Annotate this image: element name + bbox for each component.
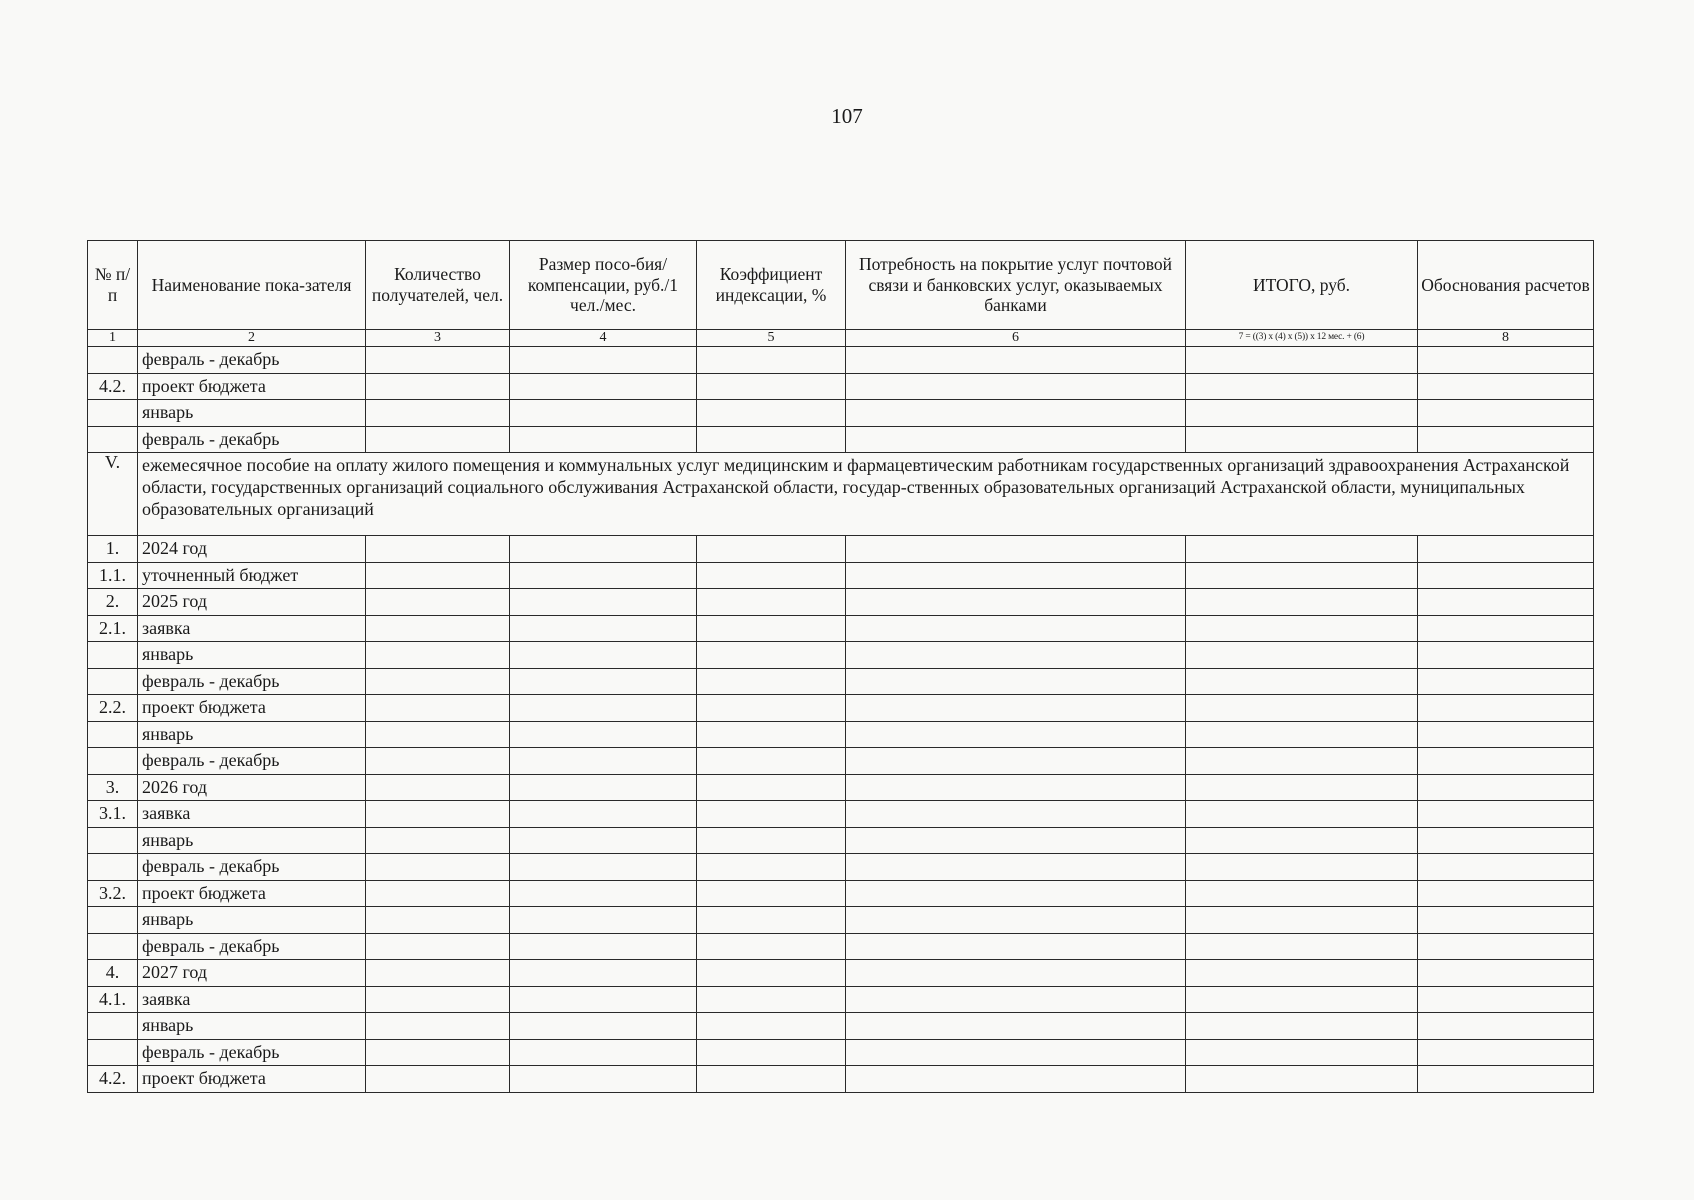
row-label: февраль - декабрь	[138, 347, 366, 374]
value-cell	[697, 774, 846, 801]
value-cell	[1186, 721, 1418, 748]
column-number-formula: 7 = ((3) x (4) x (5)) x 12 мес. + (6)	[1186, 330, 1418, 347]
value-cell	[1186, 880, 1418, 907]
table-row	[88, 426, 1594, 453]
value-cell	[697, 536, 846, 563]
table-row	[88, 986, 1594, 1013]
value-cell	[366, 1066, 510, 1093]
table-body-bottom	[88, 536, 1594, 1093]
value-cell	[1186, 1066, 1418, 1093]
row-number: 2.1.	[88, 615, 138, 642]
column-number: 4	[510, 330, 697, 347]
value-cell	[697, 400, 846, 427]
value-cell	[846, 721, 1186, 748]
value-cell	[366, 695, 510, 722]
value-cell	[846, 373, 1186, 400]
value-cell	[1418, 562, 1594, 589]
row-number	[88, 347, 138, 374]
row-label: февраль - декабрь	[138, 933, 366, 960]
value-cell	[510, 695, 697, 722]
value-cell	[510, 562, 697, 589]
value-cell	[1186, 562, 1418, 589]
table-row	[88, 615, 1594, 642]
value-cell	[846, 774, 1186, 801]
value-cell	[1186, 933, 1418, 960]
value-cell	[366, 1013, 510, 1040]
value-cell	[510, 986, 697, 1013]
table-row	[88, 960, 1594, 987]
value-cell	[1186, 373, 1418, 400]
value-cell	[1418, 426, 1594, 453]
row-label: заявка	[138, 986, 366, 1013]
value-cell	[1186, 695, 1418, 722]
section-row	[88, 453, 1594, 536]
row-label: заявка	[138, 801, 366, 828]
value-cell	[697, 562, 846, 589]
table-row	[88, 589, 1594, 616]
value-cell	[366, 748, 510, 775]
value-cell	[510, 774, 697, 801]
value-cell	[510, 880, 697, 907]
row-label: 2024 год	[138, 536, 366, 563]
value-cell	[1418, 1066, 1594, 1093]
table-row	[88, 642, 1594, 669]
value-cell	[697, 373, 846, 400]
value-cell	[366, 615, 510, 642]
header-cell: № п/п	[88, 241, 138, 330]
value-cell	[1186, 774, 1418, 801]
value-cell	[366, 721, 510, 748]
value-cell	[366, 880, 510, 907]
table-row	[88, 1013, 1594, 1040]
value-cell	[1186, 615, 1418, 642]
value-cell	[697, 933, 846, 960]
row-label: февраль - декабрь	[138, 1039, 366, 1066]
row-number: 3.1.	[88, 801, 138, 828]
value-cell	[366, 1039, 510, 1066]
value-cell	[510, 589, 697, 616]
value-cell	[846, 1066, 1186, 1093]
value-cell	[1418, 986, 1594, 1013]
row-number: 2.	[88, 589, 138, 616]
value-cell	[697, 827, 846, 854]
table-row	[88, 721, 1594, 748]
value-cell	[510, 907, 697, 934]
value-cell	[366, 668, 510, 695]
row-number	[88, 426, 138, 453]
row-label: проект бюджета	[138, 373, 366, 400]
value-cell	[1418, 373, 1594, 400]
table-row	[88, 668, 1594, 695]
value-cell	[510, 347, 697, 374]
value-cell	[1186, 347, 1418, 374]
value-cell	[1418, 642, 1594, 669]
table-row	[88, 1039, 1594, 1066]
row-label: проект бюджета	[138, 695, 366, 722]
row-number	[88, 1013, 138, 1040]
value-cell	[366, 536, 510, 563]
value-cell	[1186, 748, 1418, 775]
value-cell	[510, 827, 697, 854]
value-cell	[1418, 880, 1594, 907]
value-cell	[1418, 536, 1594, 563]
table-row	[88, 400, 1594, 427]
value-cell	[1186, 907, 1418, 934]
value-cell	[846, 536, 1186, 563]
row-label: январь	[138, 721, 366, 748]
value-cell	[846, 426, 1186, 453]
value-cell	[1418, 668, 1594, 695]
value-cell	[1186, 400, 1418, 427]
value-cell	[1186, 960, 1418, 987]
table-row	[88, 774, 1594, 801]
value-cell	[1186, 827, 1418, 854]
value-cell	[846, 854, 1186, 881]
value-cell	[1418, 774, 1594, 801]
value-cell	[846, 880, 1186, 907]
header-cell: Обоснования расчетов	[1418, 241, 1594, 330]
row-number: 3.2.	[88, 880, 138, 907]
value-cell	[1186, 1039, 1418, 1066]
value-cell	[1418, 400, 1594, 427]
value-cell	[1186, 642, 1418, 669]
value-cell	[1418, 827, 1594, 854]
row-label: проект бюджета	[138, 1066, 366, 1093]
value-cell	[697, 642, 846, 669]
header-cell: Потребность на покрытие услуг почтовой связи и банковских услуг, оказываемых банками	[846, 241, 1186, 330]
header-cell: Коэффициент индексации, %	[697, 241, 846, 330]
value-cell	[846, 960, 1186, 987]
row-label: 2025 год	[138, 589, 366, 616]
value-cell	[1186, 589, 1418, 616]
value-cell	[1418, 801, 1594, 828]
value-cell	[697, 907, 846, 934]
table-row	[88, 373, 1594, 400]
column-number: 3	[366, 330, 510, 347]
table-row	[88, 880, 1594, 907]
value-cell	[697, 960, 846, 987]
value-cell	[510, 1066, 697, 1093]
value-cell	[1186, 854, 1418, 881]
table-row	[88, 536, 1594, 563]
value-cell	[697, 801, 846, 828]
row-number	[88, 907, 138, 934]
budget-table	[87, 240, 1594, 1093]
value-cell	[510, 960, 697, 987]
row-label: февраль - декабрь	[138, 668, 366, 695]
value-cell	[1418, 347, 1594, 374]
row-number	[88, 668, 138, 695]
value-cell	[510, 400, 697, 427]
value-cell	[366, 774, 510, 801]
header-row	[88, 241, 1594, 330]
value-cell	[1418, 1013, 1594, 1040]
row-label: заявка	[138, 615, 366, 642]
row-number	[88, 854, 138, 881]
column-number: 6	[846, 330, 1186, 347]
value-cell	[510, 668, 697, 695]
value-cell	[510, 426, 697, 453]
header-cell: Размер посо-бия/компенсации, руб./1 чел./мес.	[510, 241, 697, 330]
column-number-row	[88, 330, 1594, 347]
row-label: январь	[138, 827, 366, 854]
row-number: 4.2.	[88, 1066, 138, 1093]
row-label: февраль - декабрь	[138, 854, 366, 881]
value-cell	[846, 1013, 1186, 1040]
row-number: 4.2.	[88, 373, 138, 400]
value-cell	[697, 1013, 846, 1040]
value-cell	[846, 668, 1186, 695]
page-number: 107	[831, 104, 863, 128]
value-cell	[366, 907, 510, 934]
row-number: 4.1.	[88, 986, 138, 1013]
row-label: 2026 год	[138, 774, 366, 801]
value-cell	[697, 721, 846, 748]
value-cell	[510, 1013, 697, 1040]
value-cell	[1418, 695, 1594, 722]
value-cell	[510, 642, 697, 669]
row-label: февраль - декабрь	[138, 426, 366, 453]
row-number	[88, 1039, 138, 1066]
value-cell	[366, 562, 510, 589]
value-cell	[697, 1066, 846, 1093]
value-cell	[1418, 589, 1594, 616]
value-cell	[366, 960, 510, 987]
table-row	[88, 1066, 1594, 1093]
row-number	[88, 400, 138, 427]
row-label: 2027 год	[138, 960, 366, 987]
table-row	[88, 562, 1594, 589]
value-cell	[697, 1039, 846, 1066]
row-number: 2.2.	[88, 695, 138, 722]
value-cell	[846, 400, 1186, 427]
value-cell	[366, 986, 510, 1013]
value-cell	[1418, 933, 1594, 960]
value-cell	[846, 695, 1186, 722]
value-cell	[697, 615, 846, 642]
table-row	[88, 695, 1594, 722]
value-cell	[510, 1039, 697, 1066]
value-cell	[697, 668, 846, 695]
table-body-top	[88, 347, 1594, 453]
value-cell	[697, 426, 846, 453]
value-cell	[1418, 721, 1594, 748]
row-label: январь	[138, 642, 366, 669]
row-number	[88, 933, 138, 960]
value-cell	[846, 347, 1186, 374]
table-row	[88, 748, 1594, 775]
value-cell	[1418, 1039, 1594, 1066]
value-cell	[697, 854, 846, 881]
value-cell	[697, 347, 846, 374]
value-cell	[510, 721, 697, 748]
value-cell	[697, 880, 846, 907]
value-cell	[366, 801, 510, 828]
row-label: уточненный бюджет	[138, 562, 366, 589]
value-cell	[510, 854, 697, 881]
value-cell	[510, 536, 697, 563]
column-number: 5	[697, 330, 846, 347]
value-cell	[1186, 536, 1418, 563]
value-cell	[1418, 854, 1594, 881]
value-cell	[697, 986, 846, 1013]
value-cell	[1186, 986, 1418, 1013]
value-cell	[846, 589, 1186, 616]
value-cell	[846, 748, 1186, 775]
row-label: январь	[138, 400, 366, 427]
row-number	[88, 827, 138, 854]
row-label: февраль - декабрь	[138, 748, 366, 775]
value-cell	[510, 801, 697, 828]
value-cell	[366, 373, 510, 400]
column-number: 8	[1418, 330, 1594, 347]
value-cell	[697, 589, 846, 616]
header-cell: ИТОГО, руб.	[1186, 241, 1418, 330]
value-cell	[846, 827, 1186, 854]
value-cell	[366, 426, 510, 453]
value-cell	[846, 907, 1186, 934]
row-label: январь	[138, 907, 366, 934]
value-cell	[697, 748, 846, 775]
table-row	[88, 347, 1594, 374]
value-cell	[366, 933, 510, 960]
value-cell	[846, 615, 1186, 642]
value-cell	[1186, 426, 1418, 453]
section-title: ежемесячное пособие на оплату жилого помещения и коммунальных услуг медицинским и фармацевтическим работникам государственных организаций здравоохранения Астраханской области, государственных организаций социального обслуживания Астраханской области, государ-ственных образовательных организаций Астраханской области, муниципальных образовательных организаций	[138, 453, 1594, 536]
row-label: проект бюджета	[138, 880, 366, 907]
table-row	[88, 854, 1594, 881]
value-cell	[1418, 748, 1594, 775]
value-cell	[1186, 801, 1418, 828]
value-cell	[366, 400, 510, 427]
row-number	[88, 748, 138, 775]
value-cell	[1186, 1013, 1418, 1040]
row-number: 4.	[88, 960, 138, 987]
value-cell	[366, 827, 510, 854]
value-cell	[366, 854, 510, 881]
value-cell	[846, 933, 1186, 960]
row-number: 1.1.	[88, 562, 138, 589]
value-cell	[846, 801, 1186, 828]
row-label: январь	[138, 1013, 366, 1040]
header-cell: Наименование пока-зателя	[138, 241, 366, 330]
header-cell: Количество получателей, чел.	[366, 241, 510, 330]
row-number: 1.	[88, 536, 138, 563]
table-row	[88, 827, 1594, 854]
table-row	[88, 801, 1594, 828]
table-row	[88, 907, 1594, 934]
value-cell	[846, 562, 1186, 589]
value-cell	[510, 748, 697, 775]
column-number: 2	[138, 330, 366, 347]
value-cell	[846, 1039, 1186, 1066]
value-cell	[1418, 960, 1594, 987]
value-cell	[1186, 668, 1418, 695]
value-cell	[366, 589, 510, 616]
value-cell	[510, 933, 697, 960]
column-number: 1	[88, 330, 138, 347]
row-number	[88, 721, 138, 748]
table-body-section	[88, 453, 1594, 536]
section-number: V.	[88, 453, 138, 536]
value-cell	[366, 347, 510, 374]
value-cell	[1418, 907, 1594, 934]
value-cell	[697, 695, 846, 722]
row-number	[88, 642, 138, 669]
value-cell	[846, 642, 1186, 669]
value-cell	[366, 642, 510, 669]
value-cell	[1418, 615, 1594, 642]
value-cell	[510, 373, 697, 400]
value-cell	[846, 986, 1186, 1013]
row-number: 3.	[88, 774, 138, 801]
table-row	[88, 933, 1594, 960]
value-cell	[510, 615, 697, 642]
